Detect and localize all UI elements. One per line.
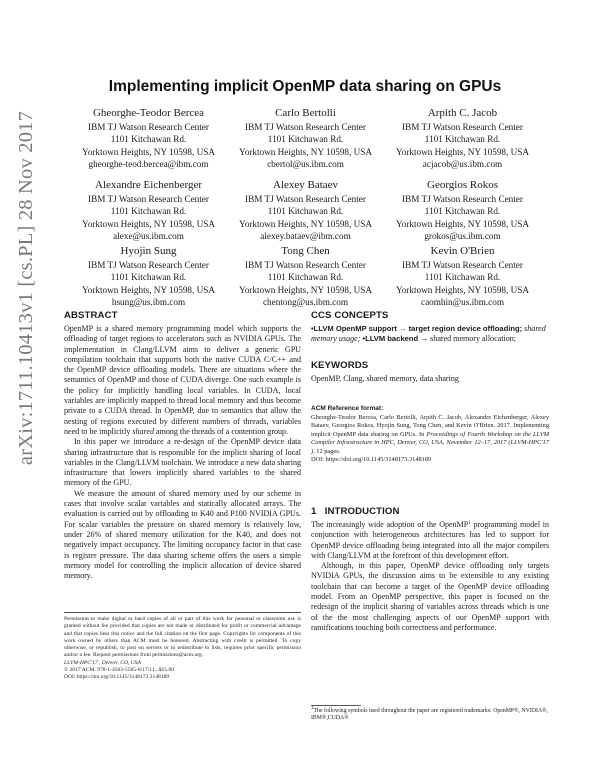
author-street: 1101 Kitchawan Rd.	[267, 134, 344, 145]
author-street: 1101 Kitchawan Rd.	[267, 206, 344, 217]
author-street: 1101 Kitchawan Rd.	[110, 134, 187, 145]
author-email: hsung@us.ibm.com	[111, 296, 186, 307]
keywords-text: OpenMP, Clang, shared memory, data sharing	[311, 374, 459, 383]
author-name: Arpith C. Jacob	[427, 107, 498, 119]
author-block	[223, 106, 388, 170]
author-name: Georgios Rokos	[427, 179, 498, 191]
author-street: 1101 Kitchawan Rd.	[110, 272, 187, 283]
author-city: Yorktown Heights, NY 10598, USA	[396, 284, 529, 295]
author-name: Hyojin Sung	[120, 245, 177, 257]
acm-reference-venue: Proceedings of Fourth Workshop on the LLVM Compiler Infrastructure in HPC, Denver, CO, USA, November 12–17, 2017 (LLVM-HPC'17 ),	[311, 430, 549, 455]
author-city: Yorktown Heights, NY 10598, USA	[82, 284, 215, 295]
author-email: cbertol@us.ibm.com	[267, 158, 344, 169]
author-email: gheorghe-teod.bercea@ibm.com	[88, 158, 209, 169]
author-street: 1101 Kitchawan Rd.	[424, 272, 501, 283]
author-city: Yorktown Heights, NY 10598, USA	[396, 218, 529, 229]
author-name: Carlo Bertolli	[275, 107, 336, 119]
abstract-heading: ABSTRACT	[64, 310, 118, 321]
author-street: 1101 Kitchawan Rd.	[267, 272, 344, 283]
abstract-paragraph: We measure the amount of shared memory used by our scheme in cases that involve scalar variables and statically allocated arrays. The evaluation is carried out by offloading to K40 and P100 NVIDIA GPUs. For scalar variables the pressure on shared memory is relatively low, under 26% of shared memory utilization for the K40, and does not negatively impact occupancy. The limiting occupancy factor in that case is register pressure. The data sharing scheme offers the users a simple memory model for controlling the implicit allocation of device shared memory.	[64, 488, 301, 581]
author-org: IBM TJ Watson Research Center	[88, 260, 209, 270]
author-block	[380, 244, 545, 308]
author-org: IBM TJ Watson Research Center	[402, 260, 523, 270]
intro-paragraph: The increasingly wide adoption of the OpenMP$^1$ programming model in conjunction with heterogeneous architectures has led to support for OpenMP device offloading being integrated into all the major compilers with Clang/LLVM at the forefront of this development effort.	[311, 520, 550, 560]
ccs-concept-sub: → target region device offloading;	[398, 324, 523, 333]
ccs-concept: •LLVM OpenMP support	[311, 324, 397, 333]
trademark-footnote: $^1$The following symbols used throughout the paper are registered trademarks: OpenMP®, NVIDIA®, IBM®,CUDA®	[311, 706, 548, 722]
ccs-concept-detail: shared memory usage;	[311, 324, 546, 344]
acm-reference-doi: DOI: https://doi.org/10.1145/3148173.3148189	[311, 456, 432, 464]
permission-notice	[64, 616, 301, 682]
ccs-concept: •LLVM backend	[362, 334, 419, 344]
author-email: chentong@us.ibm.com	[262, 296, 348, 307]
author-name: Alexandre Eichenberger	[95, 179, 202, 191]
author-org: IBM TJ Watson Research Center	[402, 122, 523, 132]
permission-doi: DOI: https://doi.org/10.1145/3148173.3148189	[64, 674, 170, 681]
author-org: IBM TJ Watson Research Center	[245, 194, 366, 204]
author-street: 1101 Kitchawan Rd.	[110, 206, 187, 217]
intro-paragraph: Although, in this paper, OpenMP device offloading only targets NVIDIA GPUs, the discussion aims to be extensible to any existing toolchain that can become a target of the OpenMP device offloading model. From an OpenMP perspective, this paper is focused on the redesign of the implicit sharing of variables across threads which is one of the the most challenging aspects of our OpenMP support with ramifications touching both correctness and performance.	[311, 561, 549, 632]
acm-reference: Gheorghe-Teodor Bercea, Carlo Bertolli, Arpith C. Jacob, Alexandre Eichenberger, Alexey Bataev, Georgios Rokos, Hyojin Sung, Tong Chen, and Kevin O'Brien. 2017. Implementing implicit OpenMP data sharing on GPUs. In Proceedings of Fourth Workshop on the LLVM Compiler Infrastructure in HPC, Denver, CO, USA, November 12–17, 2017 (LLVM-HPC'17 ), 12 pages. DOI: https://doi.org/10.1145/3148173.3148189	[311, 414, 549, 464]
ccs-concepts	[311, 324, 549, 345]
author-email: caomhin@us.ibm.com	[421, 296, 504, 307]
author-block	[66, 106, 231, 170]
author-block	[66, 178, 231, 242]
author-city: Yorktown Heights, NY 10598, USA	[396, 146, 529, 157]
keywords-heading: KEYWORDS	[311, 360, 369, 371]
author-org: IBM TJ Watson Research Center	[245, 122, 366, 132]
author-block	[66, 244, 231, 308]
author-block	[380, 106, 545, 170]
author-city: Yorktown Heights, NY 10598, USA	[82, 146, 215, 157]
author-org: IBM TJ Watson Research Center	[88, 194, 209, 204]
author-block	[380, 178, 545, 242]
abstract-paragraph: OpenMP is a shared memory programming model which supports the offloading of target regions to accelerators such as NVIDIA GPUs. The implementation in Clang/LLVM aims to deliver a generic GPU compilation toolchain that supports both the native CUDA C/C++ and the OpenMP device offloading models. There are situations where the semantics of OpenMP and those of CUDA diverge. One such example is the policy for implicitly handling local variables. In CUDA, local variables are implicitly mapped to thread local memory and thus become private to a CUDA thread. In OpenMP, due to semantics that allow the nesting of regions executed by different numbers of threads, variables need to be implicitly shared among the threads of a contention group.	[64, 324, 301, 436]
author-org: IBM TJ Watson Research Center	[245, 260, 366, 270]
section-heading-introduction: 1 INTRODUCTION	[311, 506, 400, 517]
author-name: Gheorghe-Teodor Bercea	[92, 107, 205, 119]
ccs-heading: CCS CONCEPTS	[311, 310, 389, 321]
author-org: IBM TJ Watson Research Center	[402, 194, 523, 204]
author-name: Tong Chen	[281, 245, 330, 257]
author-org: IBM TJ Watson Research Center	[88, 122, 209, 132]
author-email: grokos@us.ibm.com	[424, 230, 501, 241]
abstract-body	[64, 324, 301, 581]
acm-reference-label: ACM Reference format:	[311, 405, 384, 412]
author-street: 1101 Kitchawan Rd.	[424, 134, 501, 145]
author-block	[223, 244, 388, 308]
author-city: Yorktown Heights, NY 10598, USA	[82, 218, 215, 229]
arxiv-identifier: arXiv:1711.10413v1 [cs.PL] 28 Nov 2017	[15, 110, 37, 466]
abstract-paragraph: In this paper we introduce a re-design of the OpenMP device data sharing infrastructure that is responsible for the implicit sharing of local variables in the Clang/LLVM toolchain. We introduce a new data sharing infrastructure that lowers implicitly shared variables to the shared memory of the GPU.	[64, 437, 301, 488]
author-email: acjacob@us.ibm.com	[422, 158, 503, 169]
author-block	[223, 178, 388, 242]
author-street: 1101 Kitchawan Rd.	[424, 206, 501, 217]
emphasis-shared: shared	[132, 426, 154, 436]
ccs-concept-sub: → shared memory allocation;	[420, 334, 516, 344]
author-city: Yorktown Heights, NY 10598, USA	[239, 218, 372, 229]
permission-copyright: © 2017 ACM. 978-1-4503-5565-0/17/11...$15.00	[64, 667, 175, 674]
footnote-divider	[311, 705, 361, 706]
footnote-divider	[64, 612, 301, 613]
permission-text: Permission to make digital or hard copies of all or part of this work for personal or classroom use is granted without fee provided that copies are not made or distributed for profit or commercial advantage and that copies bear this notice and the full citation on the first page. Copyrights for components of this work owned by others than ACM must be honored. Abstracting with credit is permitted. To copy otherwise, or republish, to post on servers or to redistribute to lists, requires prior specific permission and/or a fee. Request permissions from permissions@acm.org.	[64, 616, 301, 659]
permission-venue: LLVM-HPC'17 , Denver, CO, USA	[64, 659, 141, 666]
author-city: Yorktown Heights, NY 10598, USA	[239, 146, 372, 157]
author-email: alexe@us.ibm.com	[113, 230, 184, 241]
author-name: Kevin O'Brien	[430, 245, 495, 257]
introduction-body	[311, 520, 549, 633]
author-email: alexey.bataev@ibm.com	[260, 230, 351, 241]
author-city: Yorktown Heights, NY 10598, USA	[239, 284, 372, 295]
author-name: Alexey Bataev	[272, 179, 339, 191]
paper-title: Implementing implicit OpenMP data sharing on GPUs	[108, 78, 502, 95]
